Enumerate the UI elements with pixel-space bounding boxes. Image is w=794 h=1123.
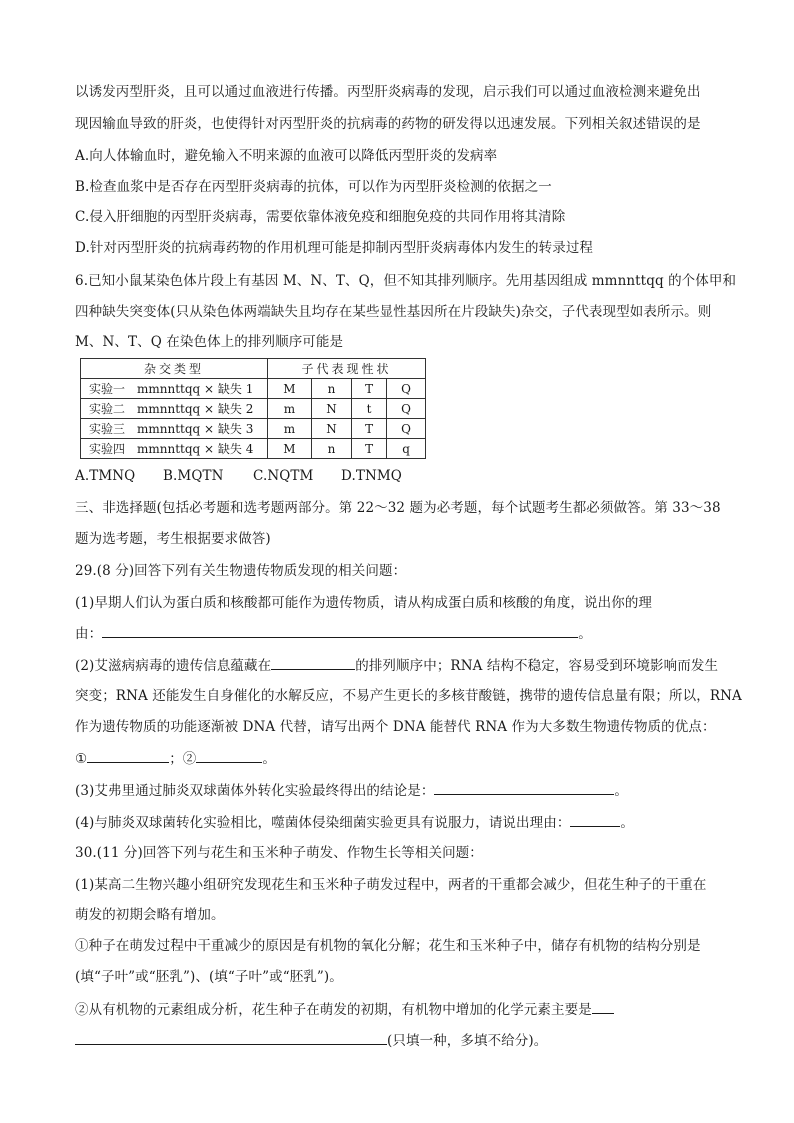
q29-part2 xyxy=(75,655,718,676)
cross-result-table xyxy=(80,358,426,459)
table-row xyxy=(81,419,426,439)
option-a: A.TMNQ xyxy=(75,468,136,484)
answer-blank[interactable] xyxy=(271,655,355,670)
q30-sub2 xyxy=(75,999,614,1020)
table-row xyxy=(81,399,426,419)
header-offspring-traits: 子代表现性状 xyxy=(268,359,426,379)
cell-trait: M xyxy=(268,379,312,399)
label: 的排列顺序中；RNA 结构不稳定，容易受到环境影响而发生 xyxy=(355,658,719,674)
answer-blank[interactable] xyxy=(196,748,262,763)
label: ；② xyxy=(169,751,197,767)
cell-trait: n xyxy=(311,439,351,459)
cell-trait: N xyxy=(311,399,351,419)
cell-trait: q xyxy=(387,439,426,459)
answer-options xyxy=(75,466,402,486)
question-6-line: 6.已知小鼠某染色体片段上有基因 M、N、T、Q，但不知其排列顺序。先用基因组成 mmnnttqq 的个体甲和 xyxy=(75,273,737,289)
question-29-title: 29.(8 分)回答下列有关生物遗传物质发现的相关问题： xyxy=(75,563,407,579)
label: 由： xyxy=(75,626,103,642)
option-d: D.TNMQ xyxy=(341,468,402,484)
label: (只填一种，多填不给分)。 xyxy=(387,1033,548,1049)
q29-part4 xyxy=(75,812,634,833)
q30-sub1: ①种子在萌发过程中干重减少的原因是有机物的氧化分解；花生和玉米种子中，储存有机物的结构分别是 xyxy=(75,938,701,954)
option-c: C.NQTM xyxy=(253,468,314,484)
label: (3)艾弗里通过肺炎双球菌体外转化实验最终得出的结论是： xyxy=(75,783,435,799)
q29-part3 xyxy=(75,780,628,801)
q30-sub2 xyxy=(75,1030,547,1051)
cell-trait: M xyxy=(268,439,312,459)
label: ① xyxy=(75,751,88,767)
question-6-line: 四种缺失突变体(只从染色体两端缺失且均存在某些显性基因所在片段缺失)杂交，子代表现型如表所示。则 xyxy=(75,304,712,320)
q29-part1 xyxy=(75,623,592,644)
header-cross-type: 杂交类型 xyxy=(81,359,268,379)
cell-type: 实验四 mmnnttqq × 缺失 4 xyxy=(81,439,268,459)
option-d: D.针对丙型肝炎的抗病毒药物的作用机理可能是抑制丙型肝炎病毒体内发生的转录过程 xyxy=(75,240,594,256)
q30-part1: (1)某高二生物兴趣小组研究发现花生和玉米种子萌发过程中，两者的干重都会减少，但花生种子的干重在 xyxy=(75,877,707,893)
answer-blank[interactable] xyxy=(75,1030,387,1045)
cell-trait: t xyxy=(352,399,387,419)
cell-trait: m xyxy=(268,399,312,419)
cell-trait: N xyxy=(311,419,351,439)
label: (2)艾滋病病毒的遗传信息蕴藏在 xyxy=(75,658,272,674)
table-row xyxy=(81,439,426,459)
cell-trait: T xyxy=(352,419,387,439)
option-b: B.检查血浆中是否存在丙型肝炎病毒的抗体，可以作为丙型肝炎检测的依据之一 xyxy=(75,179,552,195)
answer-blank[interactable] xyxy=(570,812,620,827)
q29-part2 xyxy=(75,748,276,769)
answer-blank[interactable] xyxy=(434,780,614,795)
label: (4)与肺炎双球菌转化实验相比，噬菌体侵染细菌实验更具有说服力，请说出理由： xyxy=(75,815,571,831)
label: 。 xyxy=(614,783,629,799)
cell-trait: n xyxy=(311,379,351,399)
label: 。 xyxy=(620,815,635,831)
question-6-line: M、N、T、Q 在染色体上的排列顺序可能是 xyxy=(75,334,344,350)
cell-trait: T xyxy=(352,379,387,399)
section-heading: 题为选考题，考生根据要求做答) xyxy=(75,531,271,547)
text-line: 以诱发丙型肝炎，且可以通过血液进行传播。丙型肝炎病毒的发现，启示我们可以通过血液检测来避免出 xyxy=(75,84,701,100)
table-row xyxy=(81,379,426,399)
option-b: B.MQTN xyxy=(163,468,224,484)
answer-blank[interactable] xyxy=(87,748,169,763)
label: 。 xyxy=(578,626,592,642)
q29-part1: (1)早期人们认为蛋白质和核酸都可能作为遗传物质，请从构成蛋白质和核酸的角度，说出你的理 xyxy=(75,595,653,611)
cell-type: 实验二 mmnnttqq × 缺失 2 xyxy=(81,399,268,419)
option-a: A.向人体输血时，避免输入不明来源的血液可以降低丙型肝炎的发病率 xyxy=(75,148,498,164)
cell-type: 实验三 mmnnttqq × 缺失 3 xyxy=(81,419,268,439)
cell-trait: Q xyxy=(387,379,426,399)
cell-trait: Q xyxy=(387,399,426,419)
answer-blank[interactable] xyxy=(592,999,614,1014)
text-line: 现因输血导致的肝炎，也使得针对丙型肝炎的抗病毒的药物的研发得以迅速发展。下列相关叙述错误的是 xyxy=(75,116,701,132)
cell-trait: T xyxy=(352,439,387,459)
table-header-row xyxy=(81,359,426,379)
question-30-title: 30.(11 分)回答下列与花生和玉米种子萌发、作物生长等相关问题： xyxy=(75,845,483,861)
option-c: C.侵入肝细胞的丙型肝炎病毒，需要依靠体液免疫和细胞免疫的共同作用将其清除 xyxy=(75,209,566,225)
q30-part1: 萌发的初期会略有增加。 xyxy=(75,907,225,923)
cell-type: 实验一 mmnnttqq × 缺失 1 xyxy=(81,379,268,399)
cell-trait: Q xyxy=(387,419,426,439)
cell-trait: m xyxy=(268,419,312,439)
q29-part2: 作为遗传物质的功能逐渐被 DNA 代替，请写出两个 DNA 能替代 RNA 作为大多数生物遗传物质的优点： xyxy=(75,719,716,735)
label: 。 xyxy=(262,751,277,767)
q30-sub1: (填“子叶”或“胚乳”)、(填“子叶”或“胚乳”)。 xyxy=(75,969,343,985)
q29-part2: 突变；RNA 还能发生自身催化的水解反应，不易产生更长的多核苷酸链，携带的遗传信息量有限；所以，RNA xyxy=(75,688,742,704)
section-heading: 三、非选择题(包括必考题和选考题两部分。第 22～32 题为必考题，每个试题考生都必须做答。第 33～38 xyxy=(75,500,721,516)
answer-blank[interactable] xyxy=(102,623,578,638)
label: ②从有机物的元素组成分析，花生种子在萌发的初期，有机物中增加的化学元素主要是 xyxy=(75,1002,592,1018)
